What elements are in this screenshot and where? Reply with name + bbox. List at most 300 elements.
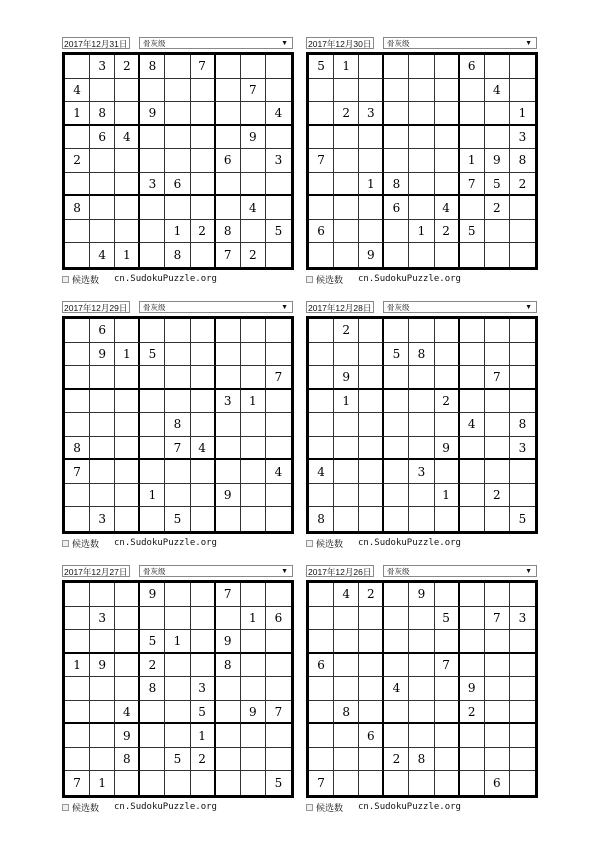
sudoku-cell[interactable]: 3 bbox=[140, 173, 165, 197]
sudoku-cell[interactable] bbox=[460, 366, 485, 390]
sudoku-cell[interactable]: 6 bbox=[384, 196, 409, 220]
sudoku-cell[interactable] bbox=[191, 413, 216, 437]
sudoku-cell[interactable] bbox=[216, 173, 241, 197]
sudoku-cell[interactable]: 1 bbox=[191, 724, 216, 748]
sudoku-cell[interactable]: 7 bbox=[191, 55, 216, 79]
sudoku-cell[interactable] bbox=[266, 484, 291, 508]
sudoku-cell[interactable] bbox=[216, 79, 241, 103]
sudoku-cell[interactable] bbox=[191, 460, 216, 484]
sudoku-cell[interactable] bbox=[266, 437, 291, 461]
sudoku-cell[interactable]: 7 bbox=[266, 701, 291, 725]
sudoku-cell[interactable] bbox=[90, 724, 115, 748]
sudoku-cell[interactable] bbox=[90, 220, 115, 244]
sudoku-cell[interactable]: 1 bbox=[115, 343, 140, 367]
sudoku-cell[interactable] bbox=[334, 724, 359, 748]
sudoku-cell[interactable]: 8 bbox=[384, 173, 409, 197]
sudoku-cell[interactable] bbox=[510, 55, 535, 79]
sudoku-cell[interactable] bbox=[510, 460, 535, 484]
difficulty-select[interactable] bbox=[139, 301, 293, 313]
sudoku-cell[interactable] bbox=[435, 583, 460, 607]
sudoku-cell[interactable] bbox=[460, 390, 485, 414]
sudoku-cell[interactable] bbox=[65, 677, 90, 701]
sudoku-cell[interactable]: 5 bbox=[140, 630, 165, 654]
sudoku-cell[interactable] bbox=[216, 126, 241, 150]
sudoku-cell[interactable] bbox=[309, 126, 334, 150]
sudoku-cell[interactable] bbox=[485, 507, 510, 531]
sudoku-cell[interactable] bbox=[384, 507, 409, 531]
sudoku-cell[interactable] bbox=[266, 243, 291, 267]
sudoku-cell[interactable] bbox=[510, 79, 535, 103]
sudoku-cell[interactable] bbox=[241, 319, 266, 343]
sudoku-cell[interactable] bbox=[309, 79, 334, 103]
difficulty-select[interactable] bbox=[139, 565, 293, 577]
sudoku-cell[interactable]: 4 bbox=[460, 413, 485, 437]
sudoku-cell[interactable] bbox=[485, 677, 510, 701]
sudoku-cell[interactable] bbox=[435, 343, 460, 367]
sudoku-cell[interactable] bbox=[334, 484, 359, 508]
sudoku-cell[interactable] bbox=[90, 630, 115, 654]
sudoku-cell[interactable] bbox=[435, 319, 460, 343]
sudoku-cell[interactable] bbox=[409, 607, 434, 631]
sudoku-cell[interactable]: 3 bbox=[90, 507, 115, 531]
date-field[interactable]: 2017年12月30日 bbox=[306, 37, 374, 49]
sudoku-cell[interactable] bbox=[266, 654, 291, 678]
sudoku-cell[interactable]: 1 bbox=[510, 102, 535, 126]
sudoku-cell[interactable] bbox=[140, 701, 165, 725]
sudoku-cell[interactable] bbox=[460, 196, 485, 220]
sudoku-cell[interactable] bbox=[191, 583, 216, 607]
sudoku-cell[interactable] bbox=[140, 507, 165, 531]
sudoku-cell[interactable] bbox=[409, 677, 434, 701]
sudoku-cell[interactable] bbox=[216, 677, 241, 701]
sudoku-cell[interactable] bbox=[165, 319, 190, 343]
sudoku-cell[interactable] bbox=[334, 196, 359, 220]
sudoku-cell[interactable] bbox=[216, 437, 241, 461]
sudoku-cell[interactable] bbox=[165, 771, 190, 795]
sudoku-cell[interactable] bbox=[165, 343, 190, 367]
sudoku-cell[interactable] bbox=[266, 390, 291, 414]
sudoku-cell[interactable] bbox=[359, 630, 384, 654]
sudoku-cell[interactable] bbox=[384, 243, 409, 267]
sudoku-cell[interactable]: 7 bbox=[65, 771, 90, 795]
sudoku-cell[interactable] bbox=[241, 630, 266, 654]
sudoku-cell[interactable] bbox=[115, 220, 140, 244]
sudoku-cell[interactable]: 8 bbox=[334, 701, 359, 725]
sudoku-cell[interactable] bbox=[384, 126, 409, 150]
sudoku-cell[interactable]: 1 bbox=[435, 484, 460, 508]
sudoku-cell[interactable] bbox=[90, 677, 115, 701]
sudoku-cell[interactable] bbox=[216, 366, 241, 390]
sudoku-cell[interactable] bbox=[115, 437, 140, 461]
sudoku-cell[interactable] bbox=[266, 583, 291, 607]
sudoku-cell[interactable] bbox=[266, 196, 291, 220]
sudoku-cell[interactable] bbox=[140, 243, 165, 267]
sudoku-cell[interactable] bbox=[115, 196, 140, 220]
sudoku-cell[interactable] bbox=[165, 149, 190, 173]
sudoku-cell[interactable]: 7 bbox=[216, 243, 241, 267]
sudoku-cell[interactable] bbox=[460, 654, 485, 678]
sudoku-cell[interactable] bbox=[140, 460, 165, 484]
sudoku-cell[interactable] bbox=[165, 126, 190, 150]
sudoku-cell[interactable] bbox=[510, 630, 535, 654]
sudoku-cell[interactable]: 2 bbox=[191, 748, 216, 772]
sudoku-cell[interactable] bbox=[140, 366, 165, 390]
sudoku-cell[interactable] bbox=[359, 196, 384, 220]
sudoku-cell[interactable] bbox=[485, 413, 510, 437]
sudoku-cell[interactable] bbox=[65, 319, 90, 343]
sudoku-cell[interactable] bbox=[241, 771, 266, 795]
sudoku-cell[interactable] bbox=[216, 55, 241, 79]
sudoku-cell[interactable] bbox=[115, 413, 140, 437]
sudoku-cell[interactable] bbox=[435, 55, 460, 79]
sudoku-cell[interactable] bbox=[191, 126, 216, 150]
sudoku-cell[interactable] bbox=[435, 771, 460, 795]
sudoku-cell[interactable] bbox=[140, 319, 165, 343]
sudoku-cell[interactable] bbox=[334, 748, 359, 772]
sudoku-cell[interactable] bbox=[241, 102, 266, 126]
sudoku-cell[interactable] bbox=[384, 390, 409, 414]
sudoku-cell[interactable] bbox=[510, 366, 535, 390]
sudoku-cell[interactable] bbox=[359, 390, 384, 414]
sudoku-cell[interactable]: 9 bbox=[90, 654, 115, 678]
sudoku-cell[interactable] bbox=[359, 366, 384, 390]
sudoku-cell[interactable] bbox=[309, 484, 334, 508]
sudoku-cell[interactable] bbox=[115, 460, 140, 484]
sudoku-cell[interactable]: 2 bbox=[65, 149, 90, 173]
sudoku-cell[interactable] bbox=[510, 771, 535, 795]
sudoku-cell[interactable] bbox=[334, 79, 359, 103]
sudoku-cell[interactable] bbox=[266, 55, 291, 79]
sudoku-cell[interactable] bbox=[266, 507, 291, 531]
sudoku-cell[interactable] bbox=[165, 102, 190, 126]
sudoku-cell[interactable] bbox=[115, 366, 140, 390]
sudoku-cell[interactable] bbox=[334, 343, 359, 367]
sudoku-cell[interactable] bbox=[460, 724, 485, 748]
sudoku-cell[interactable] bbox=[334, 243, 359, 267]
sudoku-cell[interactable] bbox=[384, 413, 409, 437]
site-link[interactable]: cn.SudokuPuzzle.org bbox=[114, 538, 217, 548]
sudoku-cell[interactable] bbox=[359, 654, 384, 678]
sudoku-cell[interactable] bbox=[140, 437, 165, 461]
sudoku-cell[interactable]: 8 bbox=[510, 413, 535, 437]
sudoku-cell[interactable] bbox=[334, 220, 359, 244]
sudoku-cell[interactable]: 6 bbox=[359, 724, 384, 748]
sudoku-cell[interactable] bbox=[115, 771, 140, 795]
date-field[interactable]: 2017年12月31日 bbox=[62, 37, 130, 49]
sudoku-cell[interactable] bbox=[435, 102, 460, 126]
sudoku-cell[interactable] bbox=[165, 701, 190, 725]
sudoku-cell[interactable]: 5 bbox=[165, 507, 190, 531]
sudoku-cell[interactable]: 8 bbox=[140, 677, 165, 701]
sudoku-cell[interactable]: 7 bbox=[460, 173, 485, 197]
sudoku-cell[interactable] bbox=[266, 343, 291, 367]
sudoku-cell[interactable] bbox=[216, 102, 241, 126]
sudoku-cell[interactable] bbox=[266, 413, 291, 437]
sudoku-cell[interactable]: 4 bbox=[485, 79, 510, 103]
sudoku-cell[interactable] bbox=[90, 196, 115, 220]
sudoku-cell[interactable]: 9 bbox=[409, 583, 434, 607]
sudoku-cell[interactable] bbox=[115, 79, 140, 103]
sudoku-cell[interactable] bbox=[241, 654, 266, 678]
sudoku-cell[interactable] bbox=[309, 677, 334, 701]
sudoku-cell[interactable]: 8 bbox=[409, 343, 434, 367]
sudoku-cell[interactable]: 8 bbox=[309, 507, 334, 531]
sudoku-cell[interactable]: 1 bbox=[460, 149, 485, 173]
sudoku-cell[interactable] bbox=[309, 701, 334, 725]
sudoku-cell[interactable] bbox=[384, 460, 409, 484]
sudoku-cell[interactable] bbox=[435, 724, 460, 748]
candidates-checkbox[interactable] bbox=[62, 540, 69, 547]
sudoku-cell[interactable] bbox=[334, 654, 359, 678]
sudoku-cell[interactable] bbox=[384, 654, 409, 678]
sudoku-cell[interactable] bbox=[510, 701, 535, 725]
sudoku-cell[interactable]: 2 bbox=[510, 173, 535, 197]
sudoku-cell[interactable] bbox=[90, 437, 115, 461]
sudoku-cell[interactable] bbox=[359, 437, 384, 461]
sudoku-cell[interactable] bbox=[65, 484, 90, 508]
sudoku-cell[interactable] bbox=[65, 173, 90, 197]
sudoku-cell[interactable] bbox=[460, 102, 485, 126]
sudoku-cell[interactable]: 3 bbox=[266, 149, 291, 173]
sudoku-cell[interactable] bbox=[485, 343, 510, 367]
sudoku-cell[interactable]: 2 bbox=[334, 102, 359, 126]
sudoku-cell[interactable] bbox=[409, 437, 434, 461]
sudoku-cell[interactable] bbox=[191, 79, 216, 103]
sudoku-cell[interactable] bbox=[384, 55, 409, 79]
sudoku-cell[interactable] bbox=[90, 413, 115, 437]
sudoku-cell[interactable] bbox=[384, 607, 409, 631]
difficulty-select[interactable] bbox=[383, 37, 537, 49]
sudoku-cell[interactable] bbox=[510, 319, 535, 343]
sudoku-cell[interactable] bbox=[460, 583, 485, 607]
sudoku-cell[interactable] bbox=[140, 748, 165, 772]
sudoku-cell[interactable]: 8 bbox=[409, 748, 434, 772]
sudoku-cell[interactable]: 9 bbox=[460, 677, 485, 701]
sudoku-cell[interactable] bbox=[309, 748, 334, 772]
sudoku-cell[interactable] bbox=[140, 771, 165, 795]
sudoku-cell[interactable] bbox=[90, 390, 115, 414]
sudoku-cell[interactable] bbox=[384, 149, 409, 173]
candidates-checkbox[interactable] bbox=[62, 804, 69, 811]
sudoku-cell[interactable] bbox=[115, 677, 140, 701]
sudoku-cell[interactable] bbox=[384, 102, 409, 126]
sudoku-cell[interactable] bbox=[165, 654, 190, 678]
sudoku-cell[interactable] bbox=[191, 319, 216, 343]
sudoku-cell[interactable] bbox=[384, 771, 409, 795]
sudoku-cell[interactable] bbox=[241, 677, 266, 701]
date-field[interactable]: 2017年12月28日 bbox=[306, 301, 374, 313]
sudoku-cell[interactable] bbox=[65, 126, 90, 150]
sudoku-cell[interactable] bbox=[241, 583, 266, 607]
sudoku-cell[interactable] bbox=[460, 507, 485, 531]
sudoku-cell[interactable]: 1 bbox=[65, 102, 90, 126]
sudoku-cell[interactable] bbox=[510, 220, 535, 244]
sudoku-cell[interactable] bbox=[90, 149, 115, 173]
sudoku-cell[interactable] bbox=[140, 196, 165, 220]
sudoku-cell[interactable]: 4 bbox=[435, 196, 460, 220]
sudoku-cell[interactable] bbox=[191, 654, 216, 678]
sudoku-cell[interactable] bbox=[140, 390, 165, 414]
sudoku-cell[interactable]: 2 bbox=[191, 220, 216, 244]
sudoku-cell[interactable]: 9 bbox=[334, 366, 359, 390]
sudoku-cell[interactable] bbox=[191, 390, 216, 414]
sudoku-cell[interactable] bbox=[165, 390, 190, 414]
sudoku-cell[interactable] bbox=[140, 413, 165, 437]
sudoku-cell[interactable] bbox=[460, 630, 485, 654]
sudoku-cell[interactable] bbox=[435, 630, 460, 654]
sudoku-cell[interactable] bbox=[384, 630, 409, 654]
sudoku-cell[interactable] bbox=[359, 220, 384, 244]
sudoku-cell[interactable]: 1 bbox=[140, 484, 165, 508]
sudoku-cell[interactable] bbox=[460, 79, 485, 103]
sudoku-cell[interactable] bbox=[384, 583, 409, 607]
sudoku-cell[interactable]: 8 bbox=[65, 196, 90, 220]
sudoku-cell[interactable] bbox=[409, 724, 434, 748]
sudoku-cell[interactable]: 5 bbox=[384, 343, 409, 367]
sudoku-cell[interactable] bbox=[435, 243, 460, 267]
sudoku-cell[interactable] bbox=[409, 484, 434, 508]
sudoku-cell[interactable]: 1 bbox=[65, 654, 90, 678]
sudoku-cell[interactable]: 5 bbox=[266, 220, 291, 244]
sudoku-cell[interactable] bbox=[485, 126, 510, 150]
sudoku-cell[interactable] bbox=[485, 724, 510, 748]
sudoku-cell[interactable]: 6 bbox=[309, 220, 334, 244]
sudoku-cell[interactable] bbox=[485, 654, 510, 678]
sudoku-cell[interactable] bbox=[115, 149, 140, 173]
sudoku-cell[interactable] bbox=[334, 173, 359, 197]
sudoku-cell[interactable] bbox=[266, 677, 291, 701]
sudoku-cell[interactable] bbox=[216, 413, 241, 437]
sudoku-cell[interactable] bbox=[266, 319, 291, 343]
sudoku-cell[interactable]: 8 bbox=[65, 437, 90, 461]
sudoku-cell[interactable]: 9 bbox=[216, 630, 241, 654]
sudoku-cell[interactable] bbox=[191, 607, 216, 631]
sudoku-cell[interactable]: 9 bbox=[241, 126, 266, 150]
sudoku-cell[interactable] bbox=[65, 724, 90, 748]
sudoku-cell[interactable] bbox=[359, 413, 384, 437]
sudoku-cell[interactable] bbox=[435, 748, 460, 772]
sudoku-cell[interactable] bbox=[191, 173, 216, 197]
sudoku-cell[interactable] bbox=[384, 484, 409, 508]
sudoku-cell[interactable] bbox=[359, 319, 384, 343]
sudoku-cell[interactable]: 2 bbox=[435, 220, 460, 244]
sudoku-cell[interactable] bbox=[65, 220, 90, 244]
sudoku-cell[interactable] bbox=[409, 630, 434, 654]
sudoku-cell[interactable]: 8 bbox=[115, 748, 140, 772]
sudoku-cell[interactable]: 1 bbox=[90, 771, 115, 795]
sudoku-cell[interactable] bbox=[384, 701, 409, 725]
sudoku-cell[interactable] bbox=[165, 460, 190, 484]
sudoku-cell[interactable] bbox=[435, 173, 460, 197]
sudoku-cell[interactable]: 7 bbox=[485, 366, 510, 390]
sudoku-cell[interactable] bbox=[384, 79, 409, 103]
sudoku-cell[interactable] bbox=[165, 583, 190, 607]
sudoku-cell[interactable] bbox=[485, 243, 510, 267]
sudoku-cell[interactable] bbox=[409, 149, 434, 173]
difficulty-select[interactable] bbox=[383, 565, 537, 577]
sudoku-cell[interactable] bbox=[359, 149, 384, 173]
sudoku-cell[interactable] bbox=[115, 173, 140, 197]
sudoku-cell[interactable] bbox=[485, 460, 510, 484]
sudoku-cell[interactable] bbox=[409, 102, 434, 126]
sudoku-cell[interactable] bbox=[409, 413, 434, 437]
sudoku-cell[interactable] bbox=[165, 366, 190, 390]
sudoku-cell[interactable] bbox=[241, 149, 266, 173]
sudoku-cell[interactable] bbox=[241, 220, 266, 244]
sudoku-cell[interactable] bbox=[309, 102, 334, 126]
sudoku-cell[interactable] bbox=[216, 343, 241, 367]
sudoku-cell[interactable] bbox=[65, 413, 90, 437]
sudoku-cell[interactable] bbox=[510, 748, 535, 772]
sudoku-cell[interactable]: 8 bbox=[216, 220, 241, 244]
sudoku-cell[interactable]: 2 bbox=[359, 583, 384, 607]
date-field[interactable]: 2017年12月29日 bbox=[62, 301, 130, 313]
sudoku-cell[interactable] bbox=[359, 55, 384, 79]
sudoku-cell[interactable] bbox=[241, 748, 266, 772]
sudoku-cell[interactable] bbox=[510, 654, 535, 678]
sudoku-cell[interactable] bbox=[409, 654, 434, 678]
sudoku-cell[interactable] bbox=[485, 220, 510, 244]
sudoku-cell[interactable] bbox=[216, 460, 241, 484]
sudoku-cell[interactable]: 4 bbox=[65, 79, 90, 103]
sudoku-cell[interactable]: 3 bbox=[409, 460, 434, 484]
sudoku-cell[interactable] bbox=[334, 437, 359, 461]
sudoku-cell[interactable]: 1 bbox=[334, 55, 359, 79]
sudoku-cell[interactable]: 6 bbox=[216, 149, 241, 173]
sudoku-cell[interactable] bbox=[334, 413, 359, 437]
sudoku-cell[interactable] bbox=[485, 55, 510, 79]
sudoku-cell[interactable] bbox=[115, 102, 140, 126]
sudoku-cell[interactable] bbox=[435, 460, 460, 484]
sudoku-cell[interactable] bbox=[216, 607, 241, 631]
sudoku-cell[interactable] bbox=[266, 126, 291, 150]
sudoku-cell[interactable] bbox=[140, 724, 165, 748]
sudoku-cell[interactable] bbox=[165, 724, 190, 748]
sudoku-cell[interactable]: 8 bbox=[90, 102, 115, 126]
sudoku-cell[interactable] bbox=[65, 55, 90, 79]
sudoku-cell[interactable] bbox=[241, 437, 266, 461]
sudoku-cell[interactable]: 3 bbox=[359, 102, 384, 126]
sudoku-cell[interactable]: 3 bbox=[216, 390, 241, 414]
sudoku-cell[interactable] bbox=[460, 243, 485, 267]
sudoku-cell[interactable] bbox=[510, 677, 535, 701]
sudoku-cell[interactable] bbox=[115, 607, 140, 631]
sudoku-cell[interactable] bbox=[241, 173, 266, 197]
site-link[interactable]: cn.SudokuPuzzle.org bbox=[358, 274, 461, 284]
sudoku-cell[interactable] bbox=[485, 319, 510, 343]
difficulty-select[interactable] bbox=[139, 37, 293, 49]
sudoku-cell[interactable] bbox=[384, 437, 409, 461]
sudoku-cell[interactable] bbox=[241, 343, 266, 367]
sudoku-cell[interactable] bbox=[485, 437, 510, 461]
sudoku-cell[interactable] bbox=[115, 507, 140, 531]
sudoku-cell[interactable] bbox=[485, 583, 510, 607]
sudoku-cell[interactable]: 4 bbox=[384, 677, 409, 701]
sudoku-cell[interactable] bbox=[510, 724, 535, 748]
sudoku-cell[interactable] bbox=[65, 390, 90, 414]
sudoku-cell[interactable] bbox=[309, 243, 334, 267]
sudoku-cell[interactable] bbox=[309, 319, 334, 343]
sudoku-cell[interactable]: 9 bbox=[90, 343, 115, 367]
sudoku-cell[interactable] bbox=[409, 79, 434, 103]
sudoku-cell[interactable] bbox=[115, 319, 140, 343]
sudoku-cell[interactable] bbox=[309, 196, 334, 220]
sudoku-cell[interactable] bbox=[309, 437, 334, 461]
sudoku-cell[interactable] bbox=[409, 173, 434, 197]
sudoku-cell[interactable] bbox=[241, 460, 266, 484]
sudoku-cell[interactable]: 7 bbox=[309, 771, 334, 795]
sudoku-cell[interactable] bbox=[510, 343, 535, 367]
